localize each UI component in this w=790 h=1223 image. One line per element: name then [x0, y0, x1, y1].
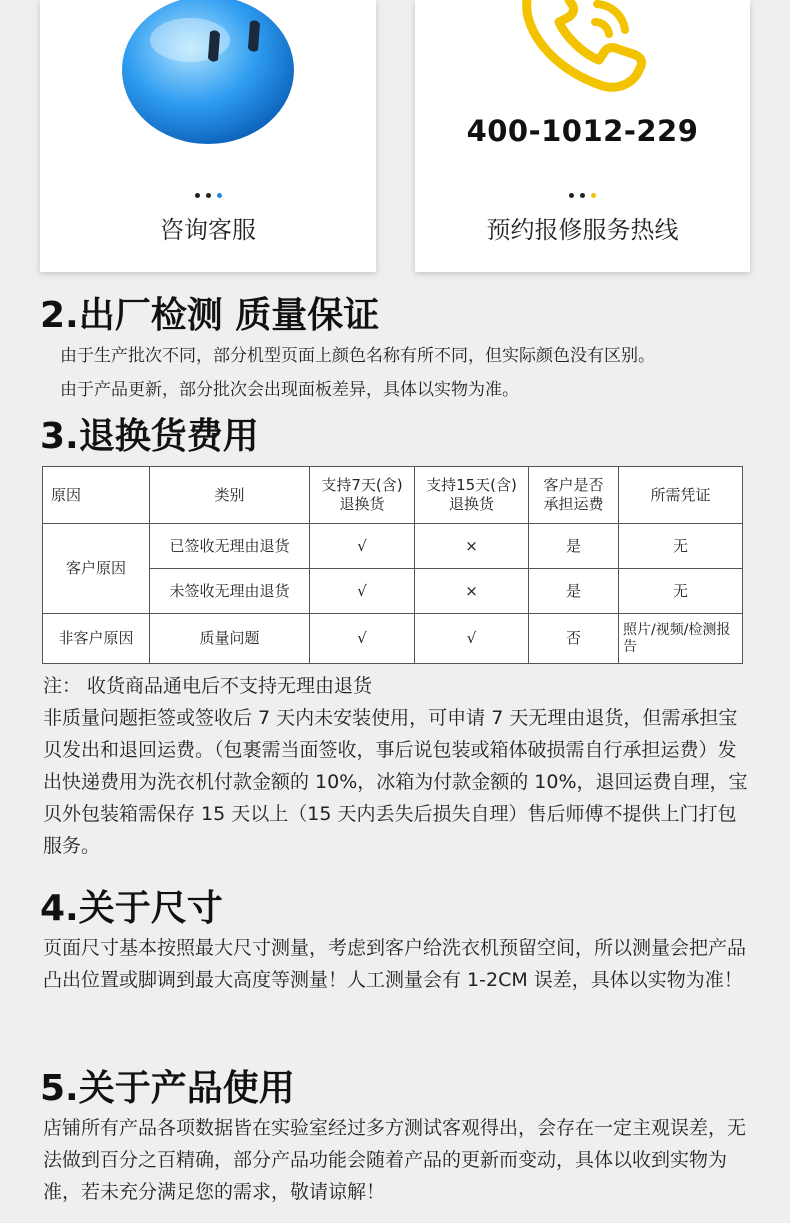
table-row [43, 524, 743, 569]
header-reason: 原因 [43, 467, 150, 524]
reason-cell: 非客户原因 [43, 614, 150, 664]
freight-cell: 是 [529, 524, 619, 569]
dot [195, 193, 200, 198]
hotline-number[interactable]: 400-1012-229 [466, 114, 699, 148]
section-5-title: 5.关于产品使用 [40, 1068, 295, 1109]
phone-icon [513, 0, 653, 100]
repair-hotline-card[interactable] [415, 0, 750, 272]
section-2-title: 2.出厂检测 质量保证 [40, 295, 380, 336]
15day-cell: × [415, 524, 529, 569]
header-proof: 所需凭证 [619, 467, 743, 524]
proof-cell: 无 [619, 524, 743, 569]
category-cell: 质量问题 [150, 614, 310, 664]
header-category: 类别 [150, 467, 310, 524]
dot [206, 193, 211, 198]
repair-label: 预约报修服务热线 [486, 216, 679, 244]
consult-label: 咨询客服 [160, 216, 256, 244]
15day-cell: √ [415, 614, 529, 664]
header-freight: 客户是否 承担运费 [529, 467, 619, 524]
returns-table [42, 466, 743, 664]
section-2-line-1: 由于生产批次不同，部分机型页面上颜色名称有所不同，但实际颜色没有区别。 [60, 346, 655, 366]
header-7day: 支持7天(含) 退换货 [310, 467, 415, 524]
7day-cell: √ [310, 569, 415, 614]
table-header-row [43, 467, 743, 524]
proof-cell: 照片/视频/检测报告 [619, 614, 743, 664]
consult-card[interactable] [40, 0, 376, 272]
category-cell: 已签收无理由退货 [150, 524, 310, 569]
15day-cell: × [415, 569, 529, 614]
table-row [43, 614, 743, 664]
carousel-dots [40, 193, 376, 198]
section-3-paragraph: 非质量问题拒签或签收后 7 天内未安装使用，可申请 7 天无理由退货，但需承担宝贝发出和退回运费。（包裹需当面签收，事后说包装或箱体破损需自行承担运费）发出快递费用为洗衣机付款金额的 10%，冰箱为付款金额的 10%，退回运费自理，宝贝外包装箱需保存 15 天以上（15 天内丢失后损失自理）售后师傅不提供上门打包服务。 [43, 707, 748, 857]
header-15day: 支持15天(含) 退换货 [415, 467, 529, 524]
freight-cell: 否 [529, 614, 619, 664]
reason-cell: 客户原因 [43, 524, 150, 614]
category-cell: 未签收无理由退货 [150, 569, 310, 614]
section-4-paragraph: 页面尺寸基本按照最大尺寸测量，考虑到客户给洗衣机预留空间，所以测量会把产品凸出位置或脚调到最大高度等测量！人工测量会有 1-2CM 误差，具体以实物为准！ [43, 937, 747, 991]
carousel-dots [415, 193, 750, 198]
section-5-paragraph: 店铺所有产品各项数据皆在实验室经过多方测试客观得出，会存在一定主观误差，无法做到百分之百精确，部分产品功能会随着产品的更新而变动，具体以收到实物为准，若未充分满足您的需求，敬请谅解！ [43, 1117, 747, 1203]
dot [569, 193, 574, 198]
7day-cell: √ [310, 524, 415, 569]
dot-active [591, 193, 596, 198]
dot-active [217, 193, 222, 198]
chat-bubble-icon [118, 0, 298, 150]
freight-cell: 是 [529, 569, 619, 614]
section-4-title: 4.关于尺寸 [40, 888, 223, 929]
section-2-line-2: 由于产品更新，部分批次会出现面板差异，具体以实物为准。 [60, 380, 519, 400]
section-3-note: 注： 收货商品通电后不支持无理由退货 [43, 675, 373, 697]
proof-cell: 无 [619, 569, 743, 614]
section-3-title: 3.退换货费用 [40, 416, 259, 457]
dot [580, 193, 585, 198]
7day-cell: √ [310, 614, 415, 664]
